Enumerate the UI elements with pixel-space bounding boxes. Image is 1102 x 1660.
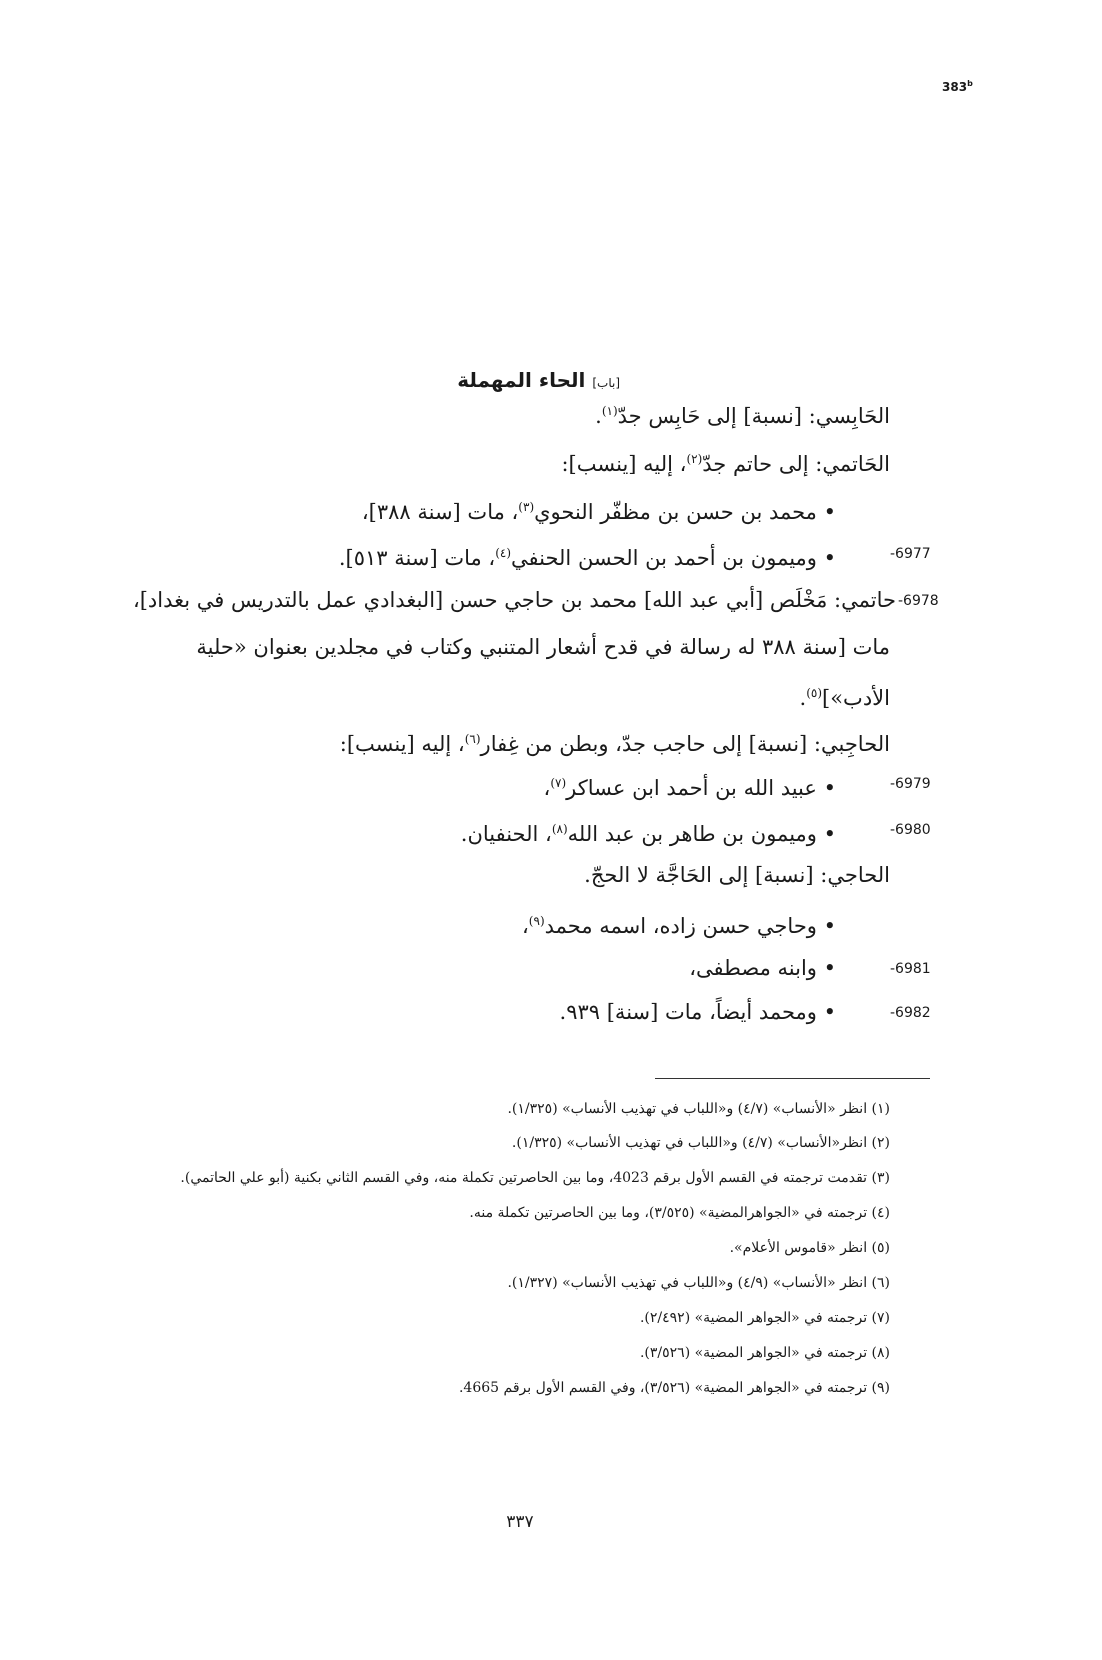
entry-number: -6981 <box>890 961 931 977</box>
entry-number: -6979 <box>890 776 931 792</box>
entry-line: • وحاجي حسن زاده، اسمه محمد$^{(٩)}$، <box>522 914 836 938</box>
footnote: (٢) انظر«الأنساب» (٤/٧) و«اللباب في تهذيب الأنساب» (١/٣٢٥). <box>511 1135 890 1151</box>
footnote: (٨) ترجمته في «الجواهر المضية» (٣/٥٢٦). <box>639 1345 890 1361</box>
chapter-title <box>400 368 620 392</box>
footnote: (٦) انظر «الأنساب» (٤/٩) و«اللباب في تهذيب الأنساب» (١/٣٢٧). <box>507 1275 890 1291</box>
entry-line: مات [سنة ٣٨٨ له رسالة في قدح أشعار المتنبي وكتاب في مجلدين بعنوان «حلية <box>196 635 890 659</box>
footnote: (٩) ترجمته في «الجواهر المضية» (٣/٥٢٦)، وفي القسم الأول برقم 4665. <box>458 1380 890 1396</box>
entry-line: • وميمون بن طاهر بن عبد الله$^{(٨)}$، الحنفيان. <box>460 822 836 846</box>
entry-line: الحاجِبي: [نسبة] إلى حاجب جدّ، وبطن من غِفار$^{(٦)}$، إليه [ينسب]: <box>339 732 890 756</box>
entry-number: -6980 <box>890 822 931 838</box>
entry-line: • محمد بن حسن بن مظفّر النحوي$^{(٣)}$، مات [سنة ٣٨٨]، <box>361 500 836 524</box>
footnote: (٣) تقدمت ترجمته في القسم الأول برقم 4023، وما بين الحاصرتين تكملة منه، وفي القسم الثاني بكنية (أبو علي الحاتمي). <box>180 1170 890 1186</box>
entry-line: الحَاتمي: إلى حاتم جدّ$^{(٢)}$، إليه [ينسب]: <box>561 452 890 476</box>
chapter-heading: الحاء المهملة <box>457 368 586 392</box>
entry-line: • وابنه مصطفى، <box>689 956 836 980</box>
chapter-bracket: [باب] <box>592 376 620 390</box>
footnote: (٧) ترجمته في «الجواهر المضية» (٢/٤٩٢). <box>639 1310 890 1326</box>
folio-number: 383$^b$ <box>942 79 973 94</box>
footnote: (٤) ترجمته في «الجواهرالمضية» (٣/٥٢٥)، وما بين الحاصرتين تكملة منه. <box>469 1205 890 1221</box>
footnote: (١) انظر «الأنساب» (٤/٧) و«اللباب في تهذيب الأنساب» (١/٣٢٥). <box>507 1101 890 1117</box>
entry-number: -6977 <box>890 546 931 562</box>
entry-number: -6982 <box>890 1005 931 1021</box>
entry-line: الحَابِسي: [نسبة] إلى حَابِس جدّ$^{(١)}$. <box>595 404 890 428</box>
entry-line: • عبيد الله بن أحمد ابن عساكر$^{(٧)}$، <box>543 776 836 800</box>
entry-number: -6978 <box>898 593 939 609</box>
entry-line: • وميمون بن أحمد بن الحسن الحنفي$^{(٤)}$، مات [سنة ٥١٣]. <box>338 546 836 570</box>
entry-line: الأدب»]$^{(٥)}$. <box>799 686 890 710</box>
entry-line: حاتمي: مَخْلَص [أبي عبد الله] محمد بن حاجي حسن [البغدادي عمل بالتدريس في بغداد]، <box>132 588 896 612</box>
footnote: (٥) انظر «قاموس الأعلام». <box>729 1240 890 1256</box>
entry-line: الحاجي: [نسبة] إلى الحَاجَّة لا الحجّ. <box>584 863 890 887</box>
entry-line: • ومحمد أيضاً، مات [سنة] ٩٣٩. <box>559 1000 836 1024</box>
footnote-separator <box>655 1078 930 1079</box>
page-number: ٣٣٧ <box>506 1512 534 1532</box>
